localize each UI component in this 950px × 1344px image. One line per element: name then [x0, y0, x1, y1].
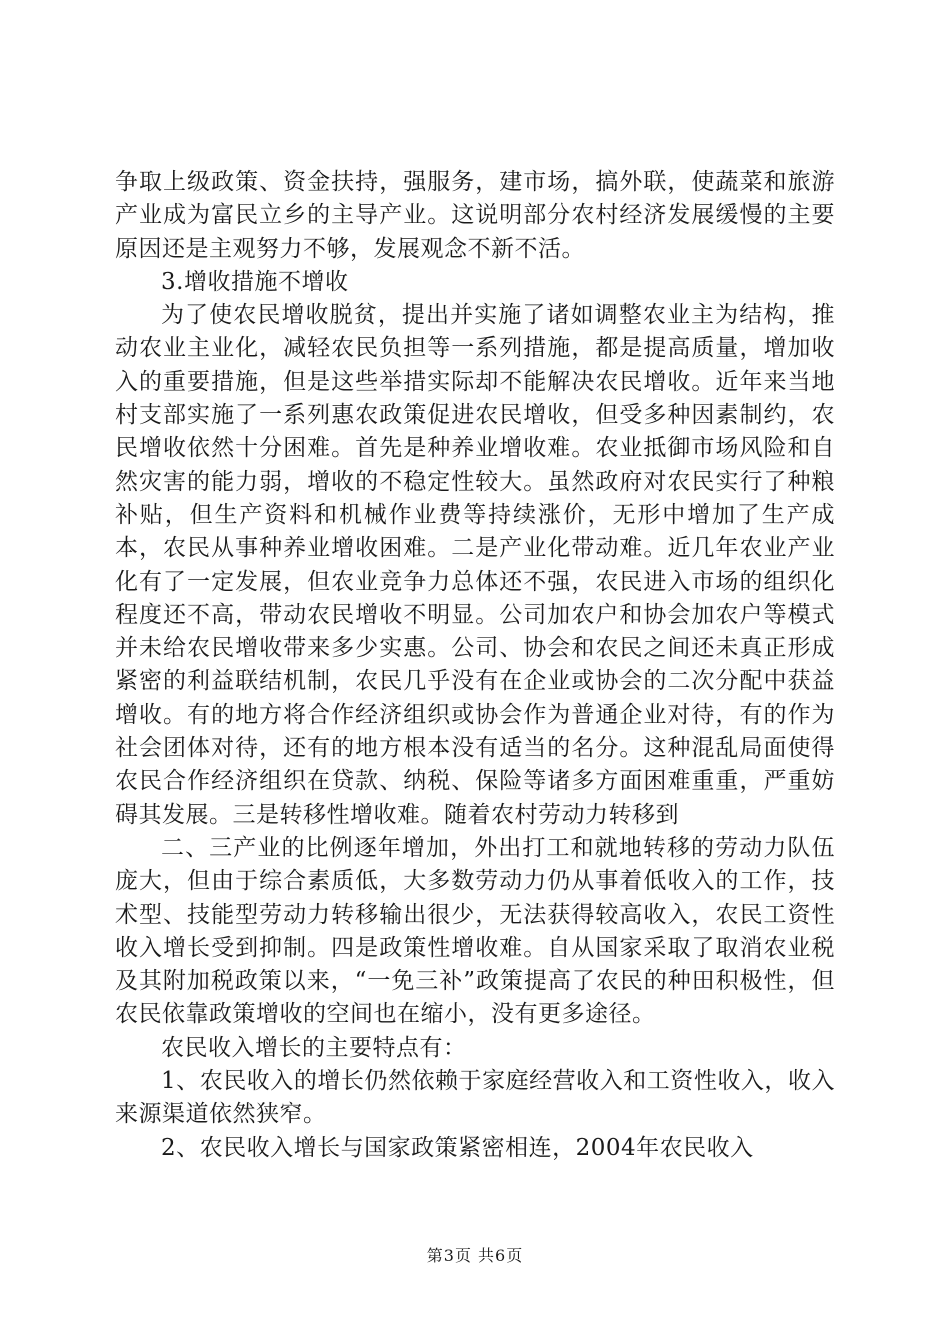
- document-body: [115, 166, 835, 1165]
- paragraph-5: 1、农民收入的增长仍然依赖于家庭经营收入和工资性收入，收入来源渠道依然狭窄。: [115, 1068, 835, 1128]
- paragraph-2: 为了使农民增收脱贫，提出并实施了诸如调整农业主为结构，推动农业主业化，减轻农民负担等一系列措施，都是提高质量，增加收入的重要措施，但是这些举措实际却不能解决农民增收。近年来当地村支部实施了一系列惠农政策促进农民增收，但受多种因素制约，农民增收依然十分困难。首先是种养业增收难。农业抵御市场风险和自然灾害的能力弱，增收的不稳定性较大。虽然政府对农民实行了种粮补贴，但生产资料和机械作业费等持续涨价，无形中增加了生产成本，农民从事种养业增收困难。二是产业化带动难。近几年农业产业化有了一定发展，但农业竞争力总体还不强，农民进入市场的组织化程度还不高，带动农民增收不明显。公司加农户和协会加农户等模式并未给农民增收带来多少实惠。公司、协会和农民之间还未真正形成紧密的利益联结机制，农民几乎没有在企业或协会的二次分配中获益增收。有的地方将合作经济组织或协会作为普通企业对待，有的作为社会团体对待，还有的地方根本没有适当的名分。这种混乱局面使得农民合作经济组织在贷款、纳税、保险等诸多方面困难重重，严重妨碍其发展。三是转移性增收难。随着农村劳动力转移到: [115, 302, 835, 828]
- section-heading-3: 3.增收措施不增收: [161, 268, 349, 295]
- paragraph-1: 争取上级政策、资金扶持，强服务，建市场，搞外联，使蔬菜和旅游产业成为富民立乡的主导产业。这说明部分农村经济发展缓慢的主要原因还是主观努力不够，发展观念不新不活。: [115, 169, 835, 262]
- paragraph-6: 2、农民收入增长与国家政策紧密相连，2004年农民收入: [161, 1134, 754, 1161]
- paragraph-3: 二、三产业的比例逐年增加，外出打工和就地转移的劳动力队伍庞大，但由于综合素质低，大多数劳动力仍从事着低收入的工作，技术型、技能型劳动力转移输出很少，无法获得较高收入，农民工资性收入增长受到抑制。四是政策性增收难。自从国家采取了取消农业税及其附加税政策以来，“一免三补”政策提高了农民的种田积极性，但农民依靠政策增收的空间也在缩小，没有更多途径。: [115, 834, 835, 1028]
- page-number: 第3页 共6页: [426, 1246, 524, 1265]
- paragraph-4: 农民收入增长的主要特点有：: [161, 1034, 467, 1061]
